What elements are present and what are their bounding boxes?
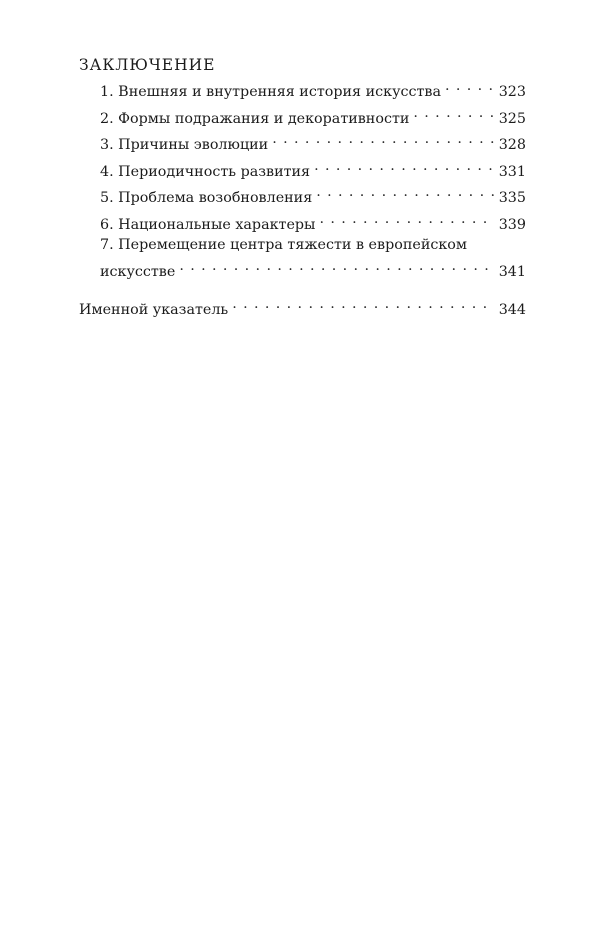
index-entry-title: Именной указатель (79, 302, 229, 318)
toc-entry[interactable] (79, 76, 526, 103)
toc-entry-page: 339 (498, 216, 526, 233)
toc-entry-title: 1. Внешняя и внутренняя история искусства (100, 84, 441, 100)
toc-entry[interactable] (79, 182, 526, 209)
toc-entry[interactable] (79, 129, 526, 156)
dot-leader (232, 294, 493, 314)
dot-leader (314, 156, 494, 176)
toc-entry[interactable] (79, 209, 526, 236)
dot-leader (445, 76, 494, 96)
toc-entry-page: 328 (498, 137, 526, 153)
toc-entry[interactable] (79, 156, 526, 183)
toc-entry-title-line1: 7. Перемещение центра тяжести в европейском (100, 237, 468, 253)
table-of-contents (79, 55, 526, 321)
index-entry-page: 344 (498, 302, 526, 318)
toc-entry-page: 325 (498, 110, 526, 127)
index-entry[interactable] (79, 294, 526, 321)
toc-entry-title: 4. Периодичность развития (100, 163, 311, 180)
toc-entry[interactable] (79, 235, 526, 282)
toc-entry[interactable] (79, 103, 526, 130)
dot-leader (413, 103, 493, 123)
toc-entry-page: 335 (498, 190, 526, 206)
dot-leader (179, 256, 493, 276)
toc-entry-page: 323 (498, 84, 526, 100)
dot-leader (272, 129, 493, 149)
toc-entry-title: 5. Проблема возобновления (100, 190, 313, 206)
dot-leader (316, 182, 493, 202)
toc-entry-title: 3. Причины эволюции (100, 137, 269, 153)
toc-entry-page: 331 (498, 163, 526, 180)
toc-entry-title: 2. Формы подражания и декоративности (100, 110, 410, 127)
toc-entry-title-line2: искусстве (100, 263, 176, 280)
toc-entry-page: 341 (498, 263, 526, 280)
toc-entry-list (79, 76, 526, 282)
toc-entry-title: 6. Национальные характеры (100, 216, 316, 233)
dot-leader (319, 209, 493, 229)
section-heading: ЗАКЛЮЧЕНИЕ (79, 56, 216, 74)
